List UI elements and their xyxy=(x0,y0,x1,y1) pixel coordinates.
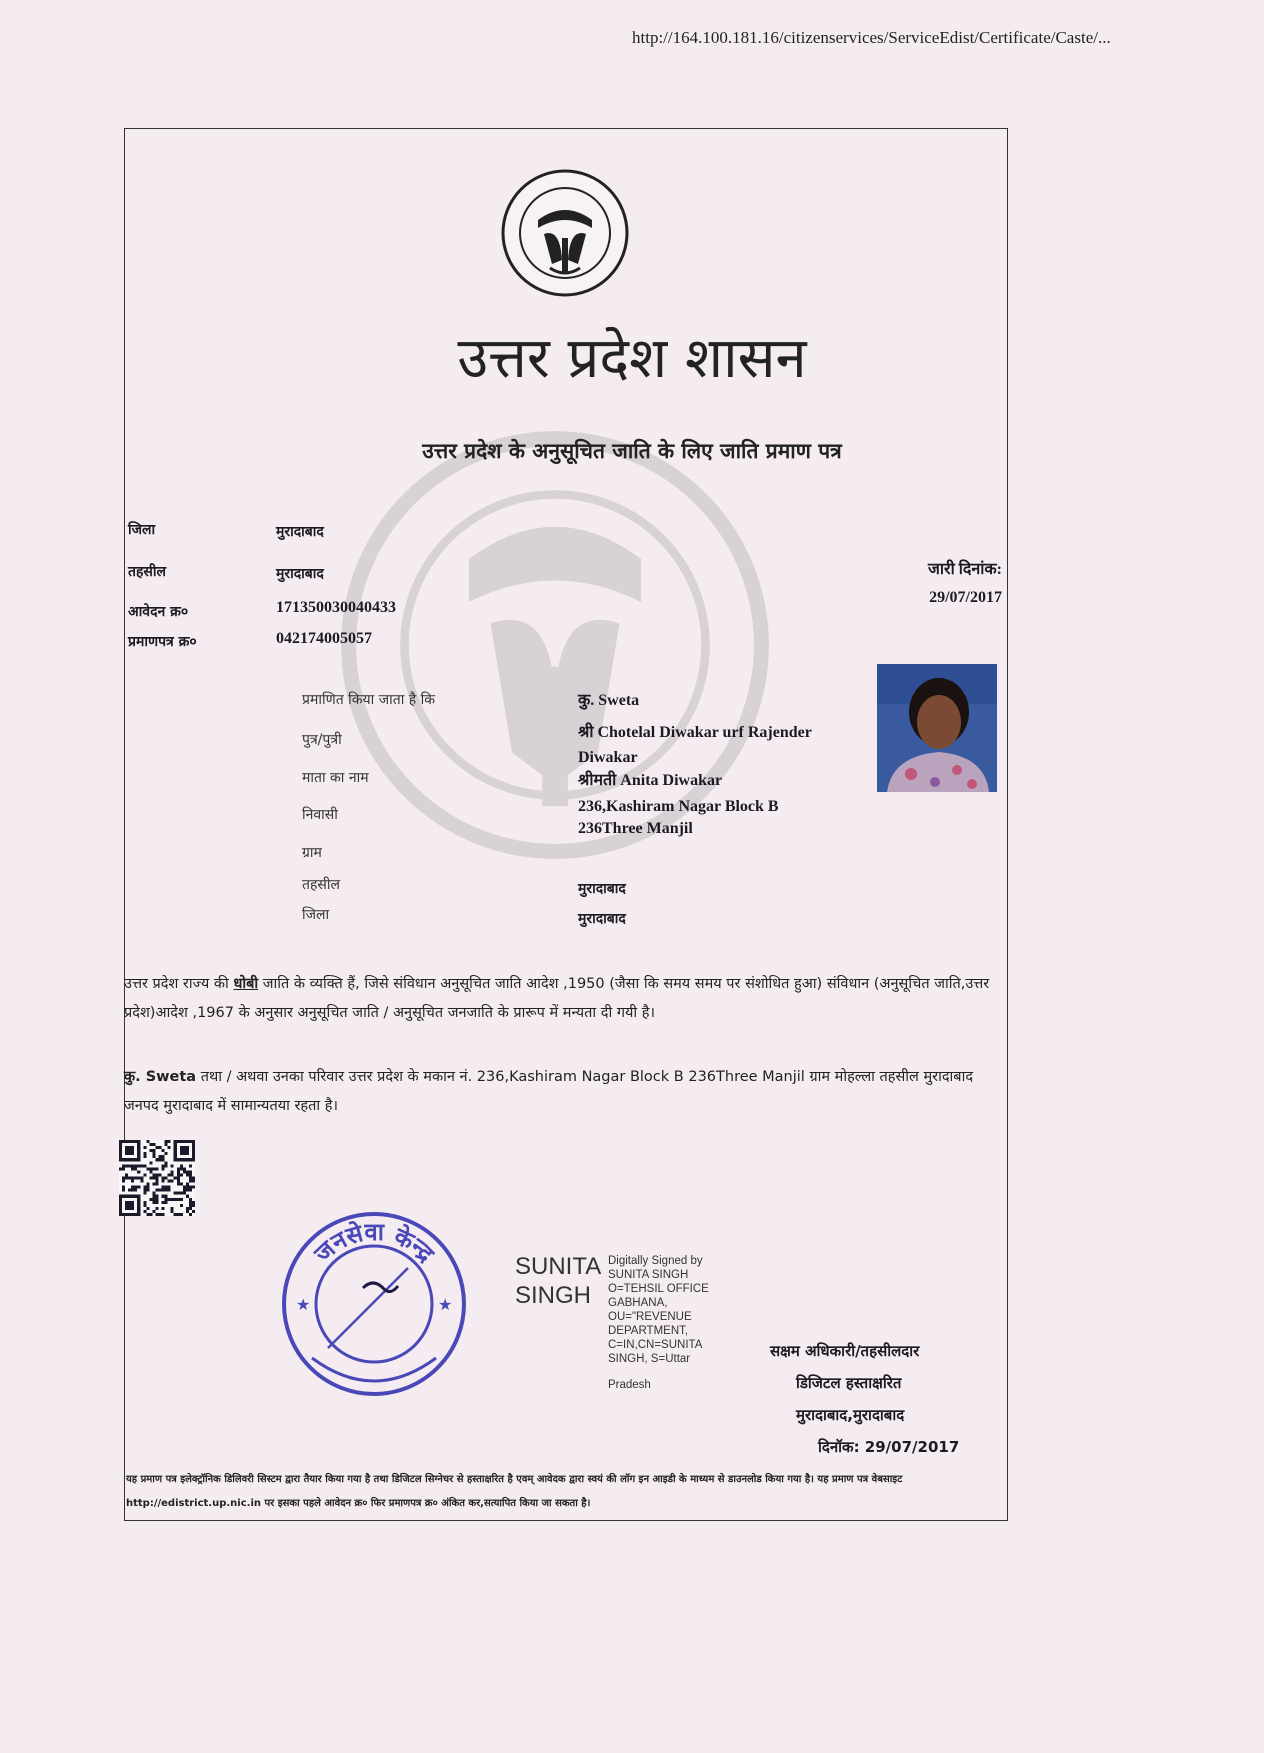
residence-label: निवासी xyxy=(302,807,338,823)
mother-name: श्रीमती Anita Diwakar xyxy=(578,772,723,789)
district-value: मुरादाबाद xyxy=(276,524,324,540)
mother-label: माता का नाम xyxy=(302,770,369,786)
signature-state: Pradesh xyxy=(608,1379,651,1391)
officer-designation: सक्षम अधिकारी/तहसीलदार xyxy=(770,1342,920,1360)
officer-location: मुरादाबाद,मुरादाबाद xyxy=(796,1406,905,1424)
qr-code xyxy=(118,1140,196,1216)
address-line: 236,Kashiram Nagar Block B xyxy=(578,798,779,815)
declaration-person-name: कु. Sweta xyxy=(124,1069,197,1085)
janseva-kendra-stamp-icon xyxy=(278,1208,470,1400)
officer-date: दिनॉक: 29/07/2017 xyxy=(818,1438,960,1456)
application-number: 171350030040433 xyxy=(276,599,396,616)
address xyxy=(578,796,779,840)
declaration-text: उत्तर प्रदेश राज्य की xyxy=(124,976,234,992)
certificate-number: 042174005057 xyxy=(276,630,372,647)
person-district-label: जिला xyxy=(302,907,330,923)
signer-name xyxy=(515,1252,601,1310)
person-district: मुरादाबाद xyxy=(578,911,626,927)
issue-date-label: जारी दिनांक: xyxy=(928,561,1002,578)
digitally-signed-label: डिजिटल हस्ताक्षरित xyxy=(796,1374,902,1392)
source-url: http://164.100.181.16/citizenservices/ServiceEdist/Certificate/Caste/... xyxy=(632,28,1111,47)
address-line: 236Three Manjil xyxy=(578,820,693,837)
person-name: कु. Sweta xyxy=(578,692,640,709)
svg-text:★: ★ xyxy=(438,1295,453,1314)
declaration-text: तथा / अथवा उनका परिवार उत्तर प्रदेश के मकान नं. 236,Kashiram Nagar Block B 236Three Manjil ग्राम मोहल्ला तहसील मुरादाबाद जनपद मुरादाबाद में सामान्यतया रहता है। xyxy=(124,1069,974,1114)
signer-last-name: SINGH xyxy=(515,1282,592,1309)
up-government-emblem-icon xyxy=(500,168,630,298)
caste-name: धोबी xyxy=(233,976,259,992)
caste-declaration xyxy=(124,970,994,1028)
verification-footer: यह प्रमाण पत्र इलेक्ट्रॉनिक डिलिवरी सिस्टम द्वारा तैयार किया गया है तथा डिजिटल सिग्नेचर से हस्ताक्षरित है एवम् आवेदक द्वारा स्वयं की लॉग इन आइडी के माध्यम से डाउनलोड किया गया है। यह प्रमाण पत्र वेबसाइट http://edistrict.up.nic.in पर इसका पहले आवेदन क्र० फिर प्रमाणपत्र क्र० अंकित कर,सत्यापित किया जा सकता है। xyxy=(126,1474,903,1509)
applicant-photo xyxy=(877,664,997,792)
declaration-text: जाति के व्यक्ति हैं, जिसे संविधान अनुसूचित जाति आदेश ,1950 (जैसा कि समय समय पर संशोधित हुआ) संविधान (अनुसूचित जाति,उत्तर प्रदेश)आदेश ,1967 के अनुसार अनुसूचित जाति / अनुसूचित जनजाति के प्रारूप में मन्यता दी गयी है। xyxy=(124,976,990,1021)
relation-label: पुत्र/पुत्री xyxy=(302,732,342,748)
government-title: उत्तर प्रदेश शासन xyxy=(457,326,807,391)
father-name-line: श्री Chotelal Diwakar urf Rajender xyxy=(578,724,812,741)
application-number-label: आवेदन क्र० xyxy=(128,604,189,620)
village-label: ग्राम xyxy=(302,845,322,861)
digital-signature-details xyxy=(608,1254,738,1392)
tehsil-label: तहसील xyxy=(128,564,166,580)
stamp-text: जनसेवा केन्द्र xyxy=(308,1217,440,1268)
person-tehsil: मुरादाबाद xyxy=(578,881,626,897)
svg-text:★: ★ xyxy=(296,1295,311,1314)
tehsil-value: मुरादाबाद xyxy=(276,566,324,582)
person-tehsil-label: तहसील xyxy=(302,877,340,893)
signer-first-name: SUNITA xyxy=(515,1253,602,1280)
father-name-line: Diwakar xyxy=(578,749,638,766)
certified-label: प्रमाणित किया जाता है कि xyxy=(302,692,436,708)
father-name xyxy=(578,720,812,770)
officer-block xyxy=(770,1335,959,1463)
issue-date: 29/07/2017 xyxy=(929,589,1002,606)
certificate-number-label: प्रमाणपत्र क्र० xyxy=(128,634,197,650)
issue-date-block xyxy=(928,556,1002,612)
district-label: जिला xyxy=(128,522,156,538)
residence-declaration xyxy=(124,1063,994,1121)
certificate-subtitle: उत्तर प्रदेश के अनुसूचित जाति के लिए जाति प्रमाण पत्र xyxy=(422,439,842,463)
signature-details-text: Digitally Signed by SUNITA SINGH O=TEHSIL OFFICE GABHANA, OU="REVENUE DEPARTMENT, C=IN,CN=SUNITA SINGH, S=Uttar xyxy=(608,1255,709,1365)
